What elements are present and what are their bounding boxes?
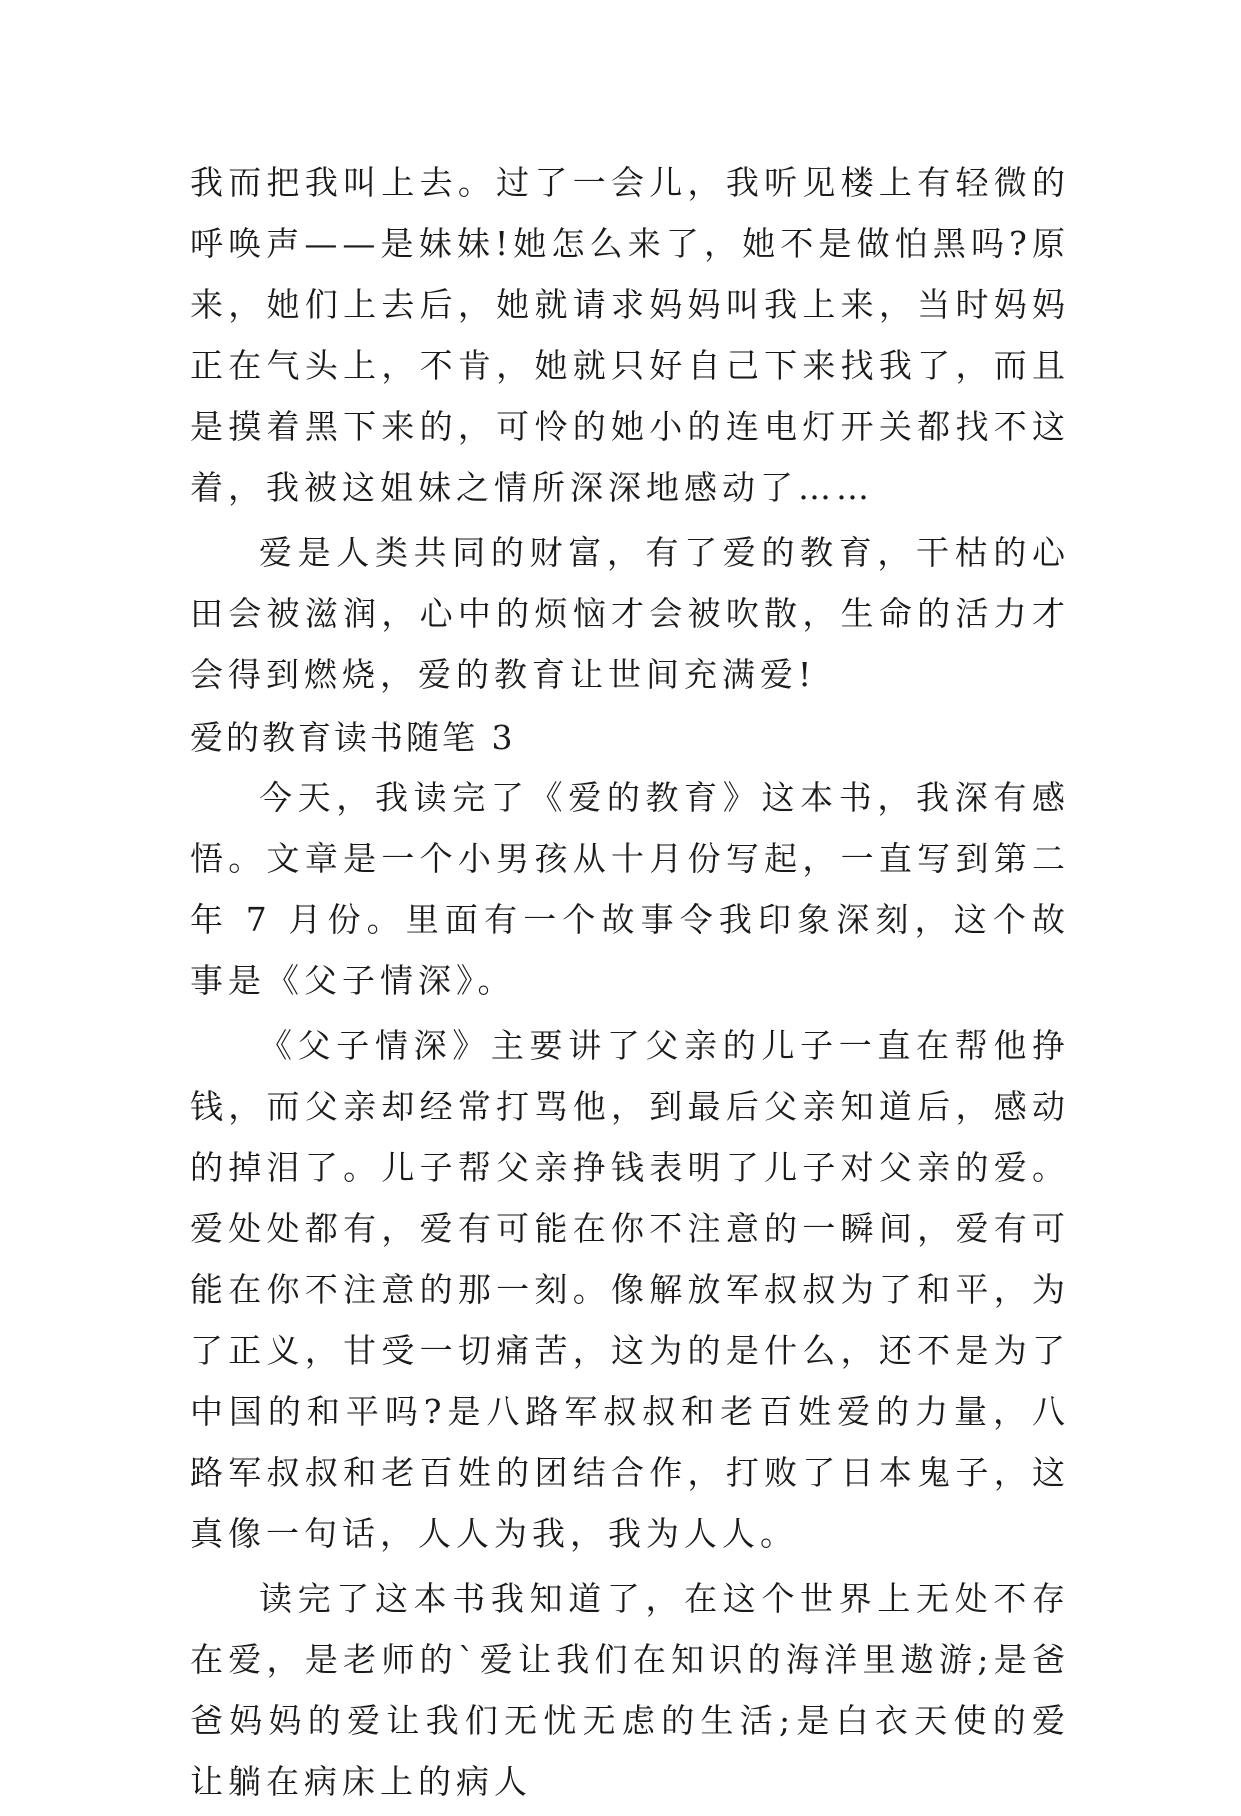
paragraph-love-wealth: 爱是人类共同的财富，有了爱的教育，干枯的心田会被滋润，心中的烦恼才会被吹散，生命的活力才会得到燃烧，爱的教育让世间充满爱! xyxy=(190,533,1070,694)
section-title: 爱的教育读书随笔 3 xyxy=(190,718,516,757)
paragraph-after-reading: 读完了这本书我知道了，在这个世界上无处不存在爱，是老师的`爱让我们在知识的海洋里遨游;是爸爸妈妈的爱让我们无忧无虑的生活;是白衣天使的爱让躺在病床上的病人 xyxy=(190,1579,1070,1801)
paragraph-father-son: 《父子情深》主要讲了父亲的儿子一直在帮他挣钱，而父亲却经常打骂他，到最后父亲知道后，感动的掉泪了。儿子帮父亲挣钱表明了儿子对父亲的爱。爱处处都有，爱有可能在你不注意的一瞬间，爱有可能在你不注意的那一刻。像解放军叔叔为了和平，为了正义，甘受一切痛苦，这为的是什么，还不是为了中国的和平吗?是八路军叔叔和老百姓爱的力量，八路军叔叔和老百姓的团结合作，打败了日本鬼子，这真像一句话，人人为我，我为人人。 xyxy=(190,1026,1070,1553)
paragraph-today-read: 今天，我读完了《爱的教育》这本书，我深有感悟。文章是一个小男孩从十月份写起，一直写到第二年 7 月份。里面有一个故事令我印象深刻，这个故事是《父子情深》。 xyxy=(190,778,1070,1000)
paragraph-continued: 我而把我叫上去。过了一会儿，我听见楼上有轻微的呼唤声——是妹妹!她怎么来了，她不是做怕黑吗?原来，她们上去后，她就请求妈妈叫我上来，当时妈妈正在气头上，不肯，她就只好自己下来找我了，而且是摸着黑下来的，可怜的她小的连电灯开关都找不这着，我被这姐妹之情所深深地感动了…… xyxy=(190,163,1070,507)
document-body xyxy=(190,152,1070,1816)
